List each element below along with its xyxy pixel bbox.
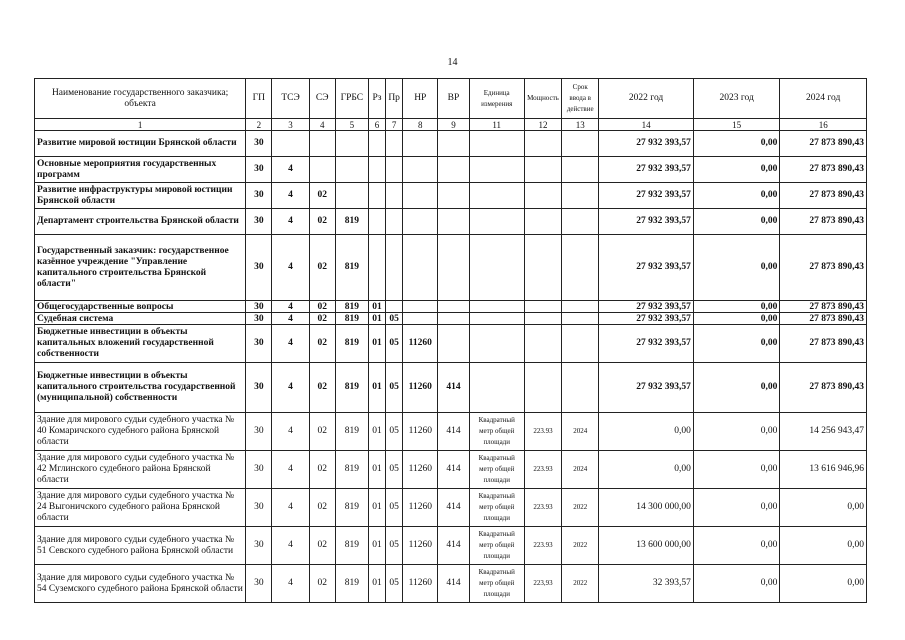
column-number: 6	[368, 119, 385, 131]
cell-y2024: 27 873 890,43	[780, 183, 867, 209]
cell-gp: 30	[246, 209, 272, 235]
cell-rz: 01	[368, 301, 385, 313]
cell-vr	[438, 183, 469, 209]
table-row	[35, 209, 867, 235]
cell-se: 02	[309, 325, 335, 363]
cell-unit: Квадратный метр общей площади	[469, 413, 524, 451]
cell-vr	[438, 209, 469, 235]
cell-pr: 05	[386, 565, 403, 603]
cell-unit	[469, 363, 524, 413]
header-capacity: Мощность	[524, 79, 561, 119]
cell-pr	[386, 183, 403, 209]
cell-tse	[272, 131, 309, 157]
header-2024: 2024 год	[780, 79, 867, 119]
cell-np: 11260	[403, 363, 438, 413]
cell-pr: 05	[386, 413, 403, 451]
header-name: Наименование государственного заказчика; объекта	[35, 79, 246, 119]
cell-y2023: 0,00	[693, 565, 780, 603]
cell-capacity	[524, 363, 561, 413]
cell-pr	[386, 157, 403, 183]
cell-rz: 01	[368, 565, 385, 603]
cell-capacity	[524, 301, 561, 313]
cell-y2023: 0,00	[693, 301, 780, 313]
cell-pr: 05	[386, 325, 403, 363]
cell-y2023: 0,00	[693, 235, 780, 301]
header-term: Срок ввода в действие	[562, 79, 599, 119]
cell-tse: 4	[272, 313, 309, 325]
cell-name: Бюджетные инвестиции в объекты капитального строительства государственной (муниципальной) собственности	[35, 363, 246, 413]
cell-se: 02	[309, 301, 335, 313]
cell-se: 02	[309, 565, 335, 603]
cell-grbs: 819	[335, 301, 368, 313]
column-number: 3	[272, 119, 309, 131]
cell-vr	[438, 235, 469, 301]
header-vr: ВР	[438, 79, 469, 119]
header-tse: ТСЭ	[272, 79, 309, 119]
cell-gp: 30	[246, 413, 272, 451]
cell-gp: 30	[246, 235, 272, 301]
cell-unit	[469, 301, 524, 313]
cell-se: 02	[309, 209, 335, 235]
column-number: 8	[403, 119, 438, 131]
cell-np: 11260	[403, 489, 438, 527]
cell-y2022: 14 300 000,00	[599, 489, 694, 527]
cell-vr	[438, 131, 469, 157]
cell-rz: 01	[368, 325, 385, 363]
cell-y2023: 0,00	[693, 183, 780, 209]
cell-grbs: 819	[335, 363, 368, 413]
cell-se: 02	[309, 363, 335, 413]
cell-gp: 30	[246, 313, 272, 325]
column-number-row	[35, 119, 867, 131]
cell-se: 02	[309, 413, 335, 451]
cell-term	[562, 183, 599, 209]
cell-y2022: 13 600 000,00	[599, 527, 694, 565]
header-2023: 2023 год	[693, 79, 780, 119]
cell-gp: 30	[246, 183, 272, 209]
cell-y2023: 0,00	[693, 527, 780, 565]
cell-tse: 4	[272, 235, 309, 301]
cell-capacity	[524, 325, 561, 363]
cell-unit	[469, 235, 524, 301]
cell-rz: 01	[368, 527, 385, 565]
cell-y2024: 14 256 943,47	[780, 413, 867, 451]
page-number: 14	[447, 57, 458, 68]
cell-tse: 4	[272, 301, 309, 313]
cell-unit	[469, 313, 524, 325]
cell-name: Основные мероприятия государственных программ	[35, 157, 246, 183]
cell-name: Развитие инфраструктуры мировой юстиции Брянской области	[35, 183, 246, 209]
cell-vr: 414	[438, 413, 469, 451]
cell-tse: 4	[272, 489, 309, 527]
cell-capacity: 223,93	[524, 565, 561, 603]
cell-se: 02	[309, 489, 335, 527]
cell-grbs: 819	[335, 527, 368, 565]
header-np: НР	[403, 79, 438, 119]
cell-unit	[469, 131, 524, 157]
cell-gp: 30	[246, 363, 272, 413]
cell-y2024: 27 873 890,43	[780, 313, 867, 325]
cell-capacity: 223.93	[524, 489, 561, 527]
cell-vr	[438, 325, 469, 363]
cell-name: Здание для мирового судьи судебного участка № 40 Комаричского судебного района Брянской области	[35, 413, 246, 451]
cell-vr: 414	[438, 363, 469, 413]
cell-tse: 4	[272, 451, 309, 489]
cell-np: 11260	[403, 451, 438, 489]
cell-y2022: 27 932 393,57	[599, 209, 694, 235]
cell-grbs: 819	[335, 413, 368, 451]
cell-se: 02	[309, 183, 335, 209]
cell-gp: 30	[246, 325, 272, 363]
cell-unit	[469, 183, 524, 209]
header-grbs: ГРБС	[335, 79, 368, 119]
cell-name: Развитие мировой юстиции Брянской области	[35, 131, 246, 157]
cell-capacity: 223.93	[524, 451, 561, 489]
header-row	[35, 79, 867, 119]
cell-y2024: 27 873 890,43	[780, 363, 867, 413]
cell-y2024: 27 873 890,43	[780, 325, 867, 363]
cell-term: 2024	[562, 451, 599, 489]
cell-gp: 30	[246, 451, 272, 489]
cell-tse: 4	[272, 325, 309, 363]
column-number: 9	[438, 119, 469, 131]
cell-grbs: 819	[335, 235, 368, 301]
cell-grbs	[335, 131, 368, 157]
cell-name: Департамент строительства Брянской области	[35, 209, 246, 235]
cell-tse: 4	[272, 157, 309, 183]
cell-term	[562, 157, 599, 183]
cell-se: 02	[309, 313, 335, 325]
cell-capacity	[524, 313, 561, 325]
cell-name: Здание для мирового судьи судебного участка № 54 Суземского судебного района Брянской области	[35, 565, 246, 603]
header-rz: Рз	[368, 79, 385, 119]
cell-y2022: 0,00	[599, 451, 694, 489]
cell-term: 2024	[562, 413, 599, 451]
cell-np	[403, 209, 438, 235]
cell-tse: 4	[272, 363, 309, 413]
cell-se	[309, 131, 335, 157]
cell-term	[562, 235, 599, 301]
cell-vr: 414	[438, 489, 469, 527]
column-number: 16	[780, 119, 867, 131]
cell-capacity	[524, 235, 561, 301]
cell-se: 02	[309, 451, 335, 489]
cell-grbs: 819	[335, 313, 368, 325]
cell-term: 2022	[562, 527, 599, 565]
cell-vr: 414	[438, 527, 469, 565]
cell-term: 2022	[562, 489, 599, 527]
cell-gp: 30	[246, 565, 272, 603]
cell-term: 2022	[562, 565, 599, 603]
cell-grbs	[335, 157, 368, 183]
cell-np	[403, 183, 438, 209]
cell-y2022: 27 932 393,57	[599, 157, 694, 183]
table-row	[35, 301, 867, 313]
cell-grbs: 819	[335, 325, 368, 363]
cell-y2023: 0,00	[693, 413, 780, 451]
cell-unit: Квадратный метр общей площади	[469, 527, 524, 565]
cell-se	[309, 157, 335, 183]
cell-pr: 05	[386, 489, 403, 527]
cell-y2024: 27 873 890,43	[780, 301, 867, 313]
cell-name: Здание для мирового судьи судебного участка № 24 Выгоничского судебного района Брянской области	[35, 489, 246, 527]
table-body	[35, 131, 867, 603]
cell-np	[403, 131, 438, 157]
cell-y2024: 0,00	[780, 565, 867, 603]
column-number: 4	[309, 119, 335, 131]
cell-y2024: 27 873 890,43	[780, 235, 867, 301]
column-number: 13	[562, 119, 599, 131]
cell-unit	[469, 209, 524, 235]
table-row	[35, 565, 867, 603]
table-row	[35, 527, 867, 565]
cell-pr: 05	[386, 451, 403, 489]
cell-y2024: 27 873 890,43	[780, 209, 867, 235]
table-row	[35, 235, 867, 301]
cell-tse: 4	[272, 209, 309, 235]
cell-unit	[469, 325, 524, 363]
cell-grbs: 819	[335, 565, 368, 603]
cell-rz: 01	[368, 451, 385, 489]
cell-vr: 414	[438, 451, 469, 489]
table-row	[35, 157, 867, 183]
cell-name: Бюджетные инвестиции в объекты капитальных вложений государственной собственности	[35, 325, 246, 363]
cell-np	[403, 235, 438, 301]
cell-se: 02	[309, 235, 335, 301]
cell-np	[403, 157, 438, 183]
cell-se: 02	[309, 527, 335, 565]
cell-y2023: 0,00	[693, 489, 780, 527]
cell-y2023: 0,00	[693, 325, 780, 363]
cell-name: Здание для мирового судьи судебного участка № 42 Мглинского судебного района Брянской области	[35, 451, 246, 489]
cell-rz: 01	[368, 413, 385, 451]
cell-rz: 01	[368, 489, 385, 527]
cell-capacity: 223.93	[524, 413, 561, 451]
cell-rz: 01	[368, 363, 385, 413]
column-number: 5	[335, 119, 368, 131]
cell-grbs: 819	[335, 451, 368, 489]
header-unit: Единица измерения	[469, 79, 524, 119]
cell-y2022: 27 932 393,57	[599, 131, 694, 157]
table-row	[35, 363, 867, 413]
header-pr: Пр	[386, 79, 403, 119]
column-number: 2	[246, 119, 272, 131]
cell-y2022: 0,00	[599, 413, 694, 451]
cell-y2024: 27 873 890,43	[780, 157, 867, 183]
cell-pr: 05	[386, 363, 403, 413]
column-number: 7	[386, 119, 403, 131]
cell-term	[562, 363, 599, 413]
cell-capacity	[524, 157, 561, 183]
cell-rz	[368, 235, 385, 301]
cell-vr: 414	[438, 565, 469, 603]
table-row	[35, 325, 867, 363]
cell-name: Здание для мирового судьи судебного участка № 51 Севского судебного района Брянской области	[35, 527, 246, 565]
cell-np	[403, 301, 438, 313]
cell-grbs: 819	[335, 209, 368, 235]
cell-tse: 4	[272, 527, 309, 565]
cell-np	[403, 313, 438, 325]
header-gp: ГП	[246, 79, 272, 119]
cell-y2022: 27 932 393,57	[599, 325, 694, 363]
cell-y2022: 27 932 393,57	[599, 183, 694, 209]
cell-y2024: 27 873 890,43	[780, 131, 867, 157]
cell-y2023: 0,00	[693, 313, 780, 325]
cell-y2022: 27 932 393,57	[599, 313, 694, 325]
cell-term	[562, 301, 599, 313]
cell-gp: 30	[246, 301, 272, 313]
cell-pr	[386, 301, 403, 313]
cell-rz	[368, 209, 385, 235]
budget-table	[34, 78, 867, 603]
column-number: 15	[693, 119, 780, 131]
column-number: 1	[35, 119, 246, 131]
cell-grbs	[335, 183, 368, 209]
cell-rz	[368, 131, 385, 157]
cell-y2024: 0,00	[780, 489, 867, 527]
cell-np: 11260	[403, 527, 438, 565]
cell-term	[562, 209, 599, 235]
cell-y2022: 27 932 393,57	[599, 235, 694, 301]
cell-unit: Квадратный метр общей площади	[469, 489, 524, 527]
cell-y2022: 32 393,57	[599, 565, 694, 603]
cell-gp: 30	[246, 157, 272, 183]
cell-y2024: 0,00	[780, 527, 867, 565]
cell-unit: Квадратный метр общей площади	[469, 565, 524, 603]
cell-np: 11260	[403, 413, 438, 451]
cell-tse: 4	[272, 565, 309, 603]
cell-capacity	[524, 183, 561, 209]
cell-capacity	[524, 131, 561, 157]
table-row	[35, 131, 867, 157]
cell-tse: 4	[272, 413, 309, 451]
cell-capacity: 223.93	[524, 527, 561, 565]
cell-rz	[368, 183, 385, 209]
cell-np: 11260	[403, 325, 438, 363]
table-row	[35, 183, 867, 209]
cell-vr	[438, 313, 469, 325]
cell-rz: 01	[368, 313, 385, 325]
cell-unit	[469, 157, 524, 183]
cell-y2023: 0,00	[693, 209, 780, 235]
cell-pr	[386, 235, 403, 301]
header-2022: 2022 год	[599, 79, 694, 119]
cell-y2023: 0,00	[693, 451, 780, 489]
cell-name: Судебная система	[35, 313, 246, 325]
cell-name: Государственный заказчик: государственное казённое учреждение "Управление капитального строительства Брянской области"	[35, 235, 246, 301]
table-row	[35, 451, 867, 489]
cell-term	[562, 131, 599, 157]
cell-y2023: 0,00	[693, 131, 780, 157]
cell-y2023: 0,00	[693, 363, 780, 413]
cell-vr	[438, 301, 469, 313]
cell-capacity	[524, 209, 561, 235]
cell-grbs: 819	[335, 489, 368, 527]
cell-gp: 30	[246, 131, 272, 157]
cell-rz	[368, 157, 385, 183]
cell-y2022: 27 932 393,57	[599, 363, 694, 413]
table-row	[35, 413, 867, 451]
cell-vr	[438, 157, 469, 183]
cell-gp: 30	[246, 489, 272, 527]
column-number: 12	[524, 119, 561, 131]
cell-name: Общегосударственные вопросы	[35, 301, 246, 313]
header-se: СЭ	[309, 79, 335, 119]
cell-pr	[386, 131, 403, 157]
cell-y2022: 27 932 393,57	[599, 301, 694, 313]
cell-pr: 05	[386, 313, 403, 325]
cell-term	[562, 325, 599, 363]
cell-np: 11260	[403, 565, 438, 603]
cell-pr: 05	[386, 527, 403, 565]
cell-gp: 30	[246, 527, 272, 565]
column-number: 11	[469, 119, 524, 131]
table-row	[35, 489, 867, 527]
cell-pr	[386, 209, 403, 235]
cell-term	[562, 313, 599, 325]
cell-y2024: 13 616 946,96	[780, 451, 867, 489]
cell-tse: 4	[272, 183, 309, 209]
table-row	[35, 313, 867, 325]
column-number: 14	[599, 119, 694, 131]
cell-unit: Квадратный метр общей площади	[469, 451, 524, 489]
cell-y2023: 0,00	[693, 157, 780, 183]
